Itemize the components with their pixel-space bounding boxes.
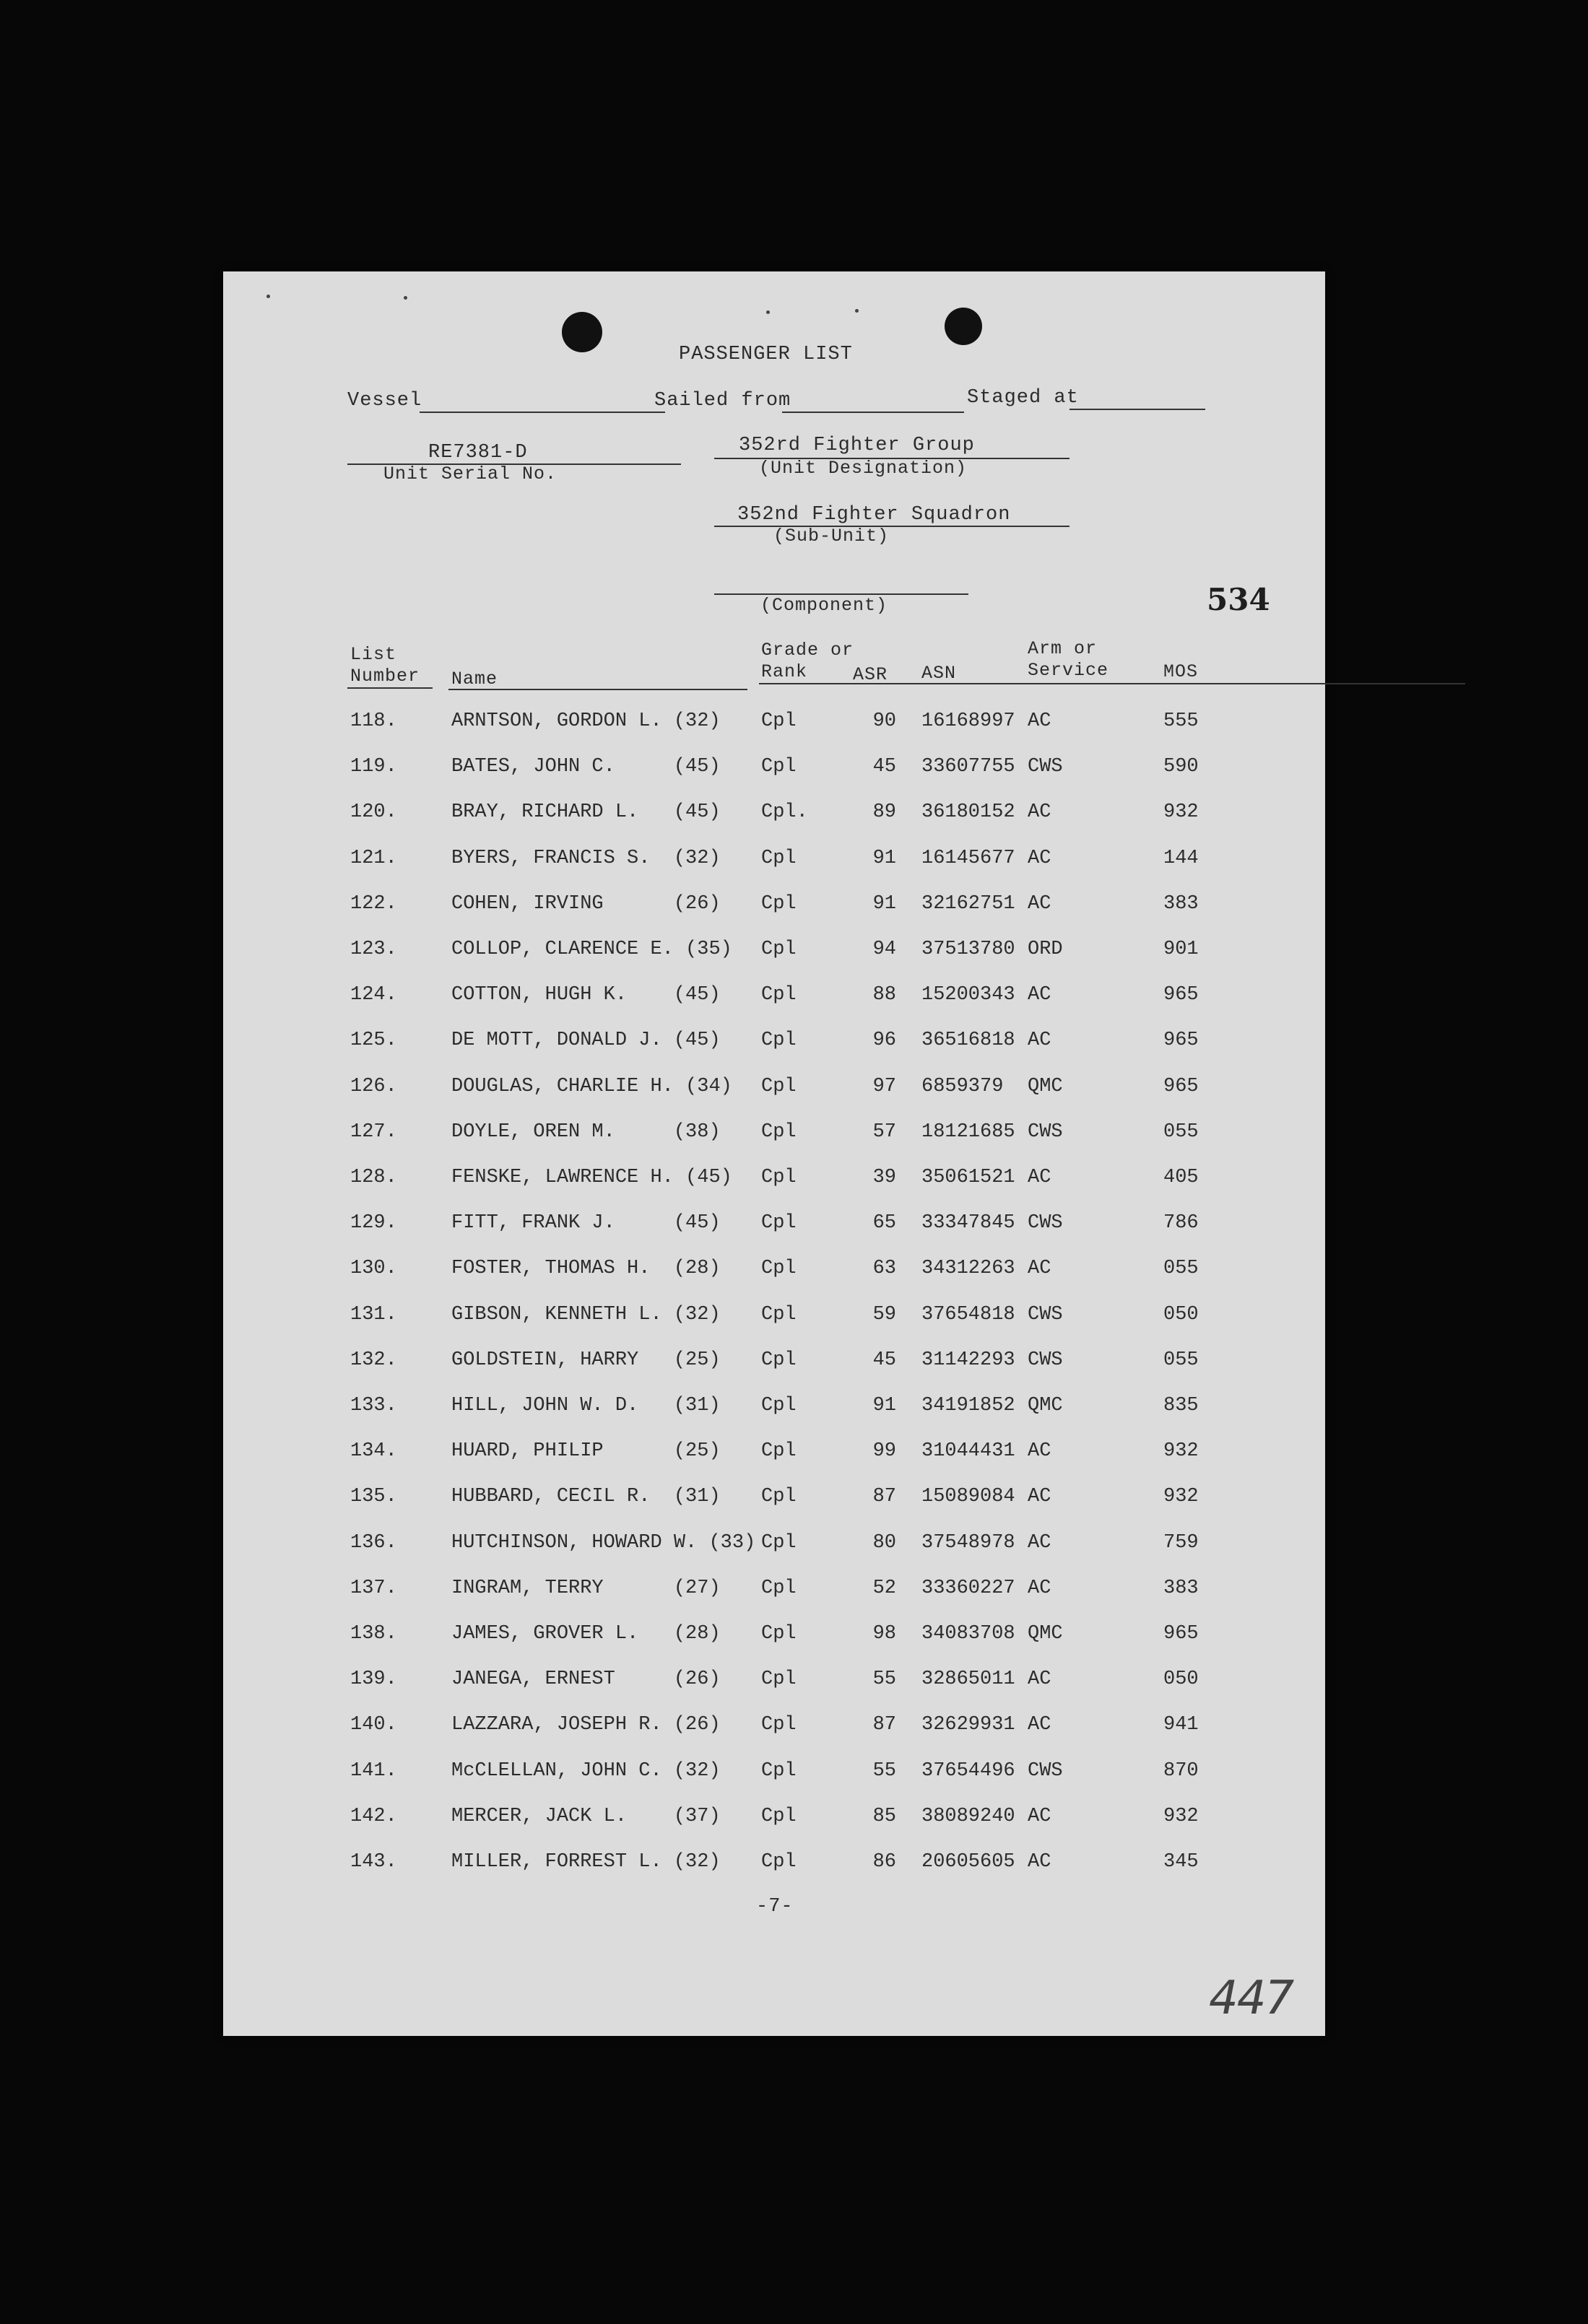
mos-code: 590 bbox=[1163, 756, 1199, 778]
col-arm-1: Arm or bbox=[1028, 638, 1098, 659]
mos-code: 965 bbox=[1163, 1075, 1199, 1097]
col-asr: ASR bbox=[853, 664, 888, 685]
asr-score: 88 bbox=[872, 984, 896, 1006]
footer-page-number: -7- bbox=[756, 1896, 794, 1918]
asr-score: 94 bbox=[872, 939, 896, 960]
header-underline-data bbox=[759, 683, 1465, 684]
mos-code: 055 bbox=[1163, 1120, 1199, 1143]
passenger-name: FENSKE, LAWRENCE H. (45) bbox=[451, 1167, 732, 1188]
grade: Cpl bbox=[761, 984, 797, 1006]
arm-service: AC bbox=[1028, 984, 1051, 1006]
serial-number: 32865011 bbox=[921, 1668, 1015, 1691]
speck bbox=[855, 309, 859, 313]
asr-score: 87 bbox=[872, 1486, 896, 1508]
row-number: 120. bbox=[350, 801, 397, 824]
arm-service: AC bbox=[1028, 1577, 1051, 1599]
arm-service: AC bbox=[1028, 847, 1051, 869]
table-row bbox=[223, 1760, 1325, 1789]
unit-designation-value: 352rd Fighter Group bbox=[739, 435, 975, 456]
mos-code: 965 bbox=[1163, 984, 1199, 1006]
grade: Cpl bbox=[761, 1030, 797, 1052]
mos-code: 383 bbox=[1163, 892, 1199, 915]
arm-service: AC bbox=[1028, 1167, 1051, 1188]
row-number: 142. bbox=[350, 1805, 397, 1827]
grade: Cpl bbox=[761, 1075, 797, 1097]
grade: Cpl bbox=[761, 1258, 797, 1280]
page-number: 534 bbox=[1207, 582, 1270, 617]
mos-code: 965 bbox=[1163, 1623, 1199, 1645]
arm-service: QMC bbox=[1028, 1623, 1063, 1645]
serial-number: 31142293 bbox=[921, 1349, 1015, 1371]
serial-number: 20605605 bbox=[921, 1851, 1015, 1873]
handwritten-number: 447 bbox=[1209, 1972, 1293, 2025]
serial-number: 16145677 bbox=[921, 847, 1015, 869]
mos-code: 050 bbox=[1163, 1668, 1199, 1691]
row-number: 129. bbox=[350, 1212, 397, 1235]
passenger-name: FITT, FRANK J. (45) bbox=[451, 1212, 721, 1235]
serial-number: 32162751 bbox=[921, 892, 1015, 915]
arm-service: AC bbox=[1028, 1486, 1051, 1508]
grade: Cpl bbox=[761, 1851, 797, 1873]
mos-code: 932 bbox=[1163, 801, 1199, 824]
grade: Cpl bbox=[761, 1805, 797, 1827]
grade: Cpl bbox=[761, 710, 797, 732]
mos-code: 901 bbox=[1163, 939, 1199, 960]
asr-score: 39 bbox=[872, 1167, 896, 1188]
mos-code: 050 bbox=[1163, 1303, 1199, 1326]
arm-service: AC bbox=[1028, 1668, 1051, 1691]
mos-code: 932 bbox=[1163, 1486, 1199, 1508]
row-number: 121. bbox=[350, 847, 397, 869]
serial-number: 31044431 bbox=[921, 1440, 1015, 1463]
row-number: 132. bbox=[350, 1349, 397, 1371]
speck bbox=[404, 296, 407, 300]
grade: Cpl bbox=[761, 1120, 797, 1143]
asr-score: 96 bbox=[872, 1030, 896, 1052]
mos-code: 835 bbox=[1163, 1395, 1199, 1416]
row-number: 135. bbox=[350, 1486, 397, 1508]
asr-score: 85 bbox=[872, 1805, 896, 1827]
arm-service: AC bbox=[1028, 801, 1051, 824]
arm-service: QMC bbox=[1028, 1395, 1063, 1416]
row-number: 133. bbox=[350, 1395, 397, 1416]
arm-service: AC bbox=[1028, 1440, 1051, 1463]
serial-number: 34083708 bbox=[921, 1623, 1015, 1645]
arm-service: QMC bbox=[1028, 1075, 1063, 1097]
sub-unit-line bbox=[714, 526, 1069, 527]
passenger-name: LAZZARA, JOSEPH R. (26) bbox=[451, 1714, 721, 1736]
arm-service: AC bbox=[1028, 1805, 1051, 1827]
mos-code: 786 bbox=[1163, 1212, 1199, 1235]
table-row bbox=[223, 1851, 1325, 1880]
serial-number: 33347845 bbox=[921, 1212, 1015, 1235]
table-row bbox=[223, 1668, 1325, 1697]
table-row bbox=[223, 1440, 1325, 1469]
component-label: (Component) bbox=[760, 595, 888, 616]
grade: Cpl bbox=[761, 892, 797, 915]
asr-score: 91 bbox=[872, 847, 896, 869]
arm-service: CWS bbox=[1028, 1759, 1063, 1782]
asr-score: 89 bbox=[872, 801, 896, 824]
passenger-name: BYERS, FRANCIS S. (32) bbox=[451, 847, 721, 869]
passenger-name: BRAY, RICHARD L. (45) bbox=[451, 801, 721, 824]
arm-service: CWS bbox=[1028, 1349, 1063, 1371]
row-number: 126. bbox=[350, 1075, 397, 1097]
col-name: Name bbox=[451, 669, 498, 689]
serial-number: 37513780 bbox=[921, 939, 1015, 960]
mos-code: 055 bbox=[1163, 1258, 1199, 1280]
passenger-name: GOLDSTEIN, HARRY (25) bbox=[451, 1349, 721, 1371]
serial-number: 35061521 bbox=[921, 1167, 1015, 1188]
row-number: 139. bbox=[350, 1668, 397, 1691]
vessel-line bbox=[420, 412, 665, 413]
mos-code: 383 bbox=[1163, 1577, 1199, 1599]
passenger-name: McCLELLAN, JOHN C. (32) bbox=[451, 1759, 721, 1782]
asr-score: 65 bbox=[872, 1212, 896, 1235]
grade: Cpl bbox=[761, 1395, 797, 1416]
asr-score: 55 bbox=[872, 1668, 896, 1691]
vessel-label: Vessel bbox=[347, 390, 422, 412]
row-number: 134. bbox=[350, 1440, 397, 1463]
asr-score: 59 bbox=[872, 1303, 896, 1326]
asr-score: 98 bbox=[872, 1623, 896, 1645]
row-number: 118. bbox=[350, 710, 397, 732]
row-number: 138. bbox=[350, 1623, 397, 1645]
grade: Cpl bbox=[761, 1440, 797, 1463]
serial-number: 37654496 bbox=[921, 1759, 1015, 1782]
table-row bbox=[223, 1714, 1325, 1743]
asr-score: 57 bbox=[872, 1120, 896, 1143]
table-row bbox=[223, 1486, 1325, 1515]
table-row bbox=[223, 939, 1325, 967]
grade: Cpl bbox=[761, 1714, 797, 1736]
mos-code: 555 bbox=[1163, 710, 1199, 732]
serial-number: 33607755 bbox=[921, 756, 1015, 778]
grade: Cpl bbox=[761, 939, 797, 960]
passenger-list-page bbox=[223, 271, 1325, 2036]
serial-number: 33360227 bbox=[921, 1577, 1015, 1599]
col-list-number-2: Number bbox=[350, 666, 420, 687]
arm-service: CWS bbox=[1028, 1212, 1063, 1235]
serial-number: 34191852 bbox=[921, 1395, 1015, 1416]
arm-service: AC bbox=[1028, 1531, 1051, 1554]
passenger-name: DE MOTT, DONALD J. (45) bbox=[451, 1030, 721, 1052]
grade: Cpl bbox=[761, 1349, 797, 1371]
passenger-name: BATES, JOHN C. (45) bbox=[451, 756, 721, 778]
passenger-name: HILL, JOHN W. D. (31) bbox=[451, 1395, 721, 1416]
unit-designation-label: (Unit Designation) bbox=[759, 458, 968, 479]
arm-service: ORD bbox=[1028, 939, 1063, 960]
sailed-from-label: Sailed from bbox=[654, 390, 791, 412]
asr-score: 52 bbox=[872, 1577, 896, 1599]
punch-hole-left bbox=[562, 312, 602, 352]
serial-number: 18121685 bbox=[921, 1120, 1015, 1143]
passenger-name: HUARD, PHILIP (25) bbox=[451, 1440, 721, 1463]
asr-score: 87 bbox=[872, 1714, 896, 1736]
passenger-name: FOSTER, THOMAS H. (28) bbox=[451, 1258, 721, 1280]
sub-unit-label: (Sub-Unit) bbox=[773, 526, 890, 547]
table-row bbox=[223, 1806, 1325, 1835]
mos-code: 870 bbox=[1163, 1759, 1199, 1782]
mos-code: 055 bbox=[1163, 1349, 1199, 1371]
grade: Cpl bbox=[761, 847, 797, 869]
mos-code: 941 bbox=[1163, 1714, 1199, 1736]
grade: Cpl bbox=[761, 1759, 797, 1782]
table-row bbox=[223, 1212, 1325, 1241]
asr-score: 91 bbox=[872, 892, 896, 915]
passenger-name: MILLER, FORREST L. (32) bbox=[451, 1851, 721, 1873]
serial-number: 6859379 bbox=[921, 1075, 1004, 1097]
passenger-name: JAMES, GROVER L. (28) bbox=[451, 1623, 721, 1645]
serial-number: 32629931 bbox=[921, 1714, 1015, 1736]
mos-code: 759 bbox=[1163, 1531, 1199, 1554]
table-row bbox=[223, 1304, 1325, 1333]
row-number: 130. bbox=[350, 1258, 397, 1280]
serial-number: 34312263 bbox=[921, 1258, 1015, 1280]
asr-score: 90 bbox=[872, 710, 896, 732]
serial-number: 37548978 bbox=[921, 1531, 1015, 1554]
header-underline-name bbox=[448, 689, 747, 690]
row-number: 125. bbox=[350, 1030, 397, 1052]
serial-number: 37654818 bbox=[921, 1303, 1015, 1326]
arm-service: CWS bbox=[1028, 756, 1063, 778]
staged-at-label: Staged at bbox=[967, 387, 1079, 409]
passenger-name: HUTCHINSON, HOWARD W. (33) bbox=[451, 1531, 756, 1554]
mos-code: 932 bbox=[1163, 1805, 1199, 1827]
row-number: 137. bbox=[350, 1577, 397, 1599]
col-grade-2: Rank bbox=[761, 661, 808, 682]
row-number: 128. bbox=[350, 1167, 397, 1188]
row-number: 140. bbox=[350, 1714, 397, 1736]
table-row bbox=[223, 1030, 1325, 1058]
serial-number: 15089084 bbox=[921, 1486, 1015, 1508]
asr-score: 55 bbox=[872, 1759, 896, 1782]
asr-score: 45 bbox=[872, 756, 896, 778]
col-arm-2: Service bbox=[1028, 660, 1109, 681]
table-row bbox=[223, 756, 1325, 785]
serial-number: 16168997 bbox=[921, 710, 1015, 732]
passenger-name: JANEGA, ERNEST (26) bbox=[451, 1668, 721, 1691]
speck bbox=[266, 295, 270, 298]
row-number: 131. bbox=[350, 1303, 397, 1326]
speck bbox=[766, 310, 770, 314]
arm-service: AC bbox=[1028, 710, 1051, 732]
col-asn: ASN bbox=[921, 663, 957, 684]
table-row bbox=[223, 1577, 1325, 1606]
passenger-name: COLLOP, CLARENCE E. (35) bbox=[451, 939, 732, 960]
unit-serial-value: RE7381-D bbox=[428, 442, 528, 464]
asr-score: 97 bbox=[872, 1075, 896, 1097]
col-mos: MOS bbox=[1163, 661, 1199, 682]
asr-score: 80 bbox=[872, 1531, 896, 1554]
table-row bbox=[223, 801, 1325, 830]
row-number: 124. bbox=[350, 984, 397, 1006]
table-row bbox=[223, 1623, 1325, 1652]
serial-number: 15200343 bbox=[921, 984, 1015, 1006]
arm-service: AC bbox=[1028, 1030, 1051, 1052]
table-row bbox=[223, 1076, 1325, 1105]
mos-code: 345 bbox=[1163, 1851, 1199, 1873]
grade: Cpl bbox=[761, 1212, 797, 1235]
passenger-name: HUBBARD, CECIL R. (31) bbox=[451, 1486, 721, 1508]
row-number: 141. bbox=[350, 1759, 397, 1782]
row-number: 127. bbox=[350, 1120, 397, 1143]
row-number: 143. bbox=[350, 1851, 397, 1873]
grade: Cpl bbox=[761, 1668, 797, 1691]
row-number: 119. bbox=[350, 756, 397, 778]
table-row bbox=[223, 984, 1325, 1013]
grade: Cpl. bbox=[761, 801, 808, 824]
passenger-name: INGRAM, TERRY (27) bbox=[451, 1577, 721, 1599]
mos-code: 932 bbox=[1163, 1440, 1199, 1463]
table-row bbox=[223, 1395, 1325, 1424]
table-row bbox=[223, 1167, 1325, 1196]
grade: Cpl bbox=[761, 1167, 797, 1188]
asr-score: 45 bbox=[872, 1349, 896, 1371]
serial-number: 38089240 bbox=[921, 1805, 1015, 1827]
row-number: 122. bbox=[350, 892, 397, 915]
row-number: 123. bbox=[350, 939, 397, 960]
table-row bbox=[223, 1121, 1325, 1150]
unit-serial-label: Unit Serial No. bbox=[383, 464, 557, 484]
asr-score: 63 bbox=[872, 1258, 896, 1280]
mos-code: 144 bbox=[1163, 847, 1199, 869]
table-row bbox=[223, 1258, 1325, 1287]
serial-number: 36516818 bbox=[921, 1030, 1015, 1052]
table-row bbox=[223, 848, 1325, 876]
arm-service: CWS bbox=[1028, 1303, 1063, 1326]
arm-service: AC bbox=[1028, 1258, 1051, 1280]
grade: Cpl bbox=[761, 1303, 797, 1326]
grade: Cpl bbox=[761, 1486, 797, 1508]
passenger-name: MERCER, JACK L. (37) bbox=[451, 1805, 721, 1827]
arm-service: CWS bbox=[1028, 1120, 1063, 1143]
arm-service: AC bbox=[1028, 892, 1051, 915]
mos-code: 405 bbox=[1163, 1167, 1199, 1188]
col-grade-1: Grade or bbox=[761, 640, 854, 661]
mos-code: 965 bbox=[1163, 1030, 1199, 1052]
asr-score: 91 bbox=[872, 1395, 896, 1416]
table-row bbox=[223, 893, 1325, 922]
table-row bbox=[223, 1532, 1325, 1561]
staged-at-line bbox=[1069, 409, 1205, 410]
sailed-from-line bbox=[782, 412, 964, 413]
page-title: PASSENGER LIST bbox=[679, 344, 853, 365]
grade: Cpl bbox=[761, 756, 797, 778]
table-row bbox=[223, 710, 1325, 739]
arm-service: AC bbox=[1028, 1714, 1051, 1736]
grade: Cpl bbox=[761, 1531, 797, 1554]
row-number: 136. bbox=[350, 1531, 397, 1554]
passenger-name: DOYLE, OREN M. (38) bbox=[451, 1120, 721, 1143]
passenger-name: GIBSON, KENNETH L. (32) bbox=[451, 1303, 721, 1326]
passenger-name: COHEN, IRVING (26) bbox=[451, 892, 721, 915]
asr-score: 99 bbox=[872, 1440, 896, 1463]
punch-hole-right bbox=[945, 308, 982, 345]
sub-unit-value: 352nd Fighter Squadron bbox=[737, 504, 1011, 526]
passenger-name: COTTON, HUGH K. (45) bbox=[451, 984, 721, 1006]
col-list-number-1: List bbox=[350, 644, 397, 665]
header-underline-number bbox=[347, 687, 433, 689]
table-row bbox=[223, 1349, 1325, 1378]
grade: Cpl bbox=[761, 1623, 797, 1645]
grade: Cpl bbox=[761, 1577, 797, 1599]
passenger-name: ARNTSON, GORDON L. (32) bbox=[451, 710, 721, 732]
asr-score: 86 bbox=[872, 1851, 896, 1873]
passenger-name: DOUGLAS, CHARLIE H. (34) bbox=[451, 1075, 732, 1097]
serial-number: 36180152 bbox=[921, 801, 1015, 824]
arm-service: AC bbox=[1028, 1851, 1051, 1873]
